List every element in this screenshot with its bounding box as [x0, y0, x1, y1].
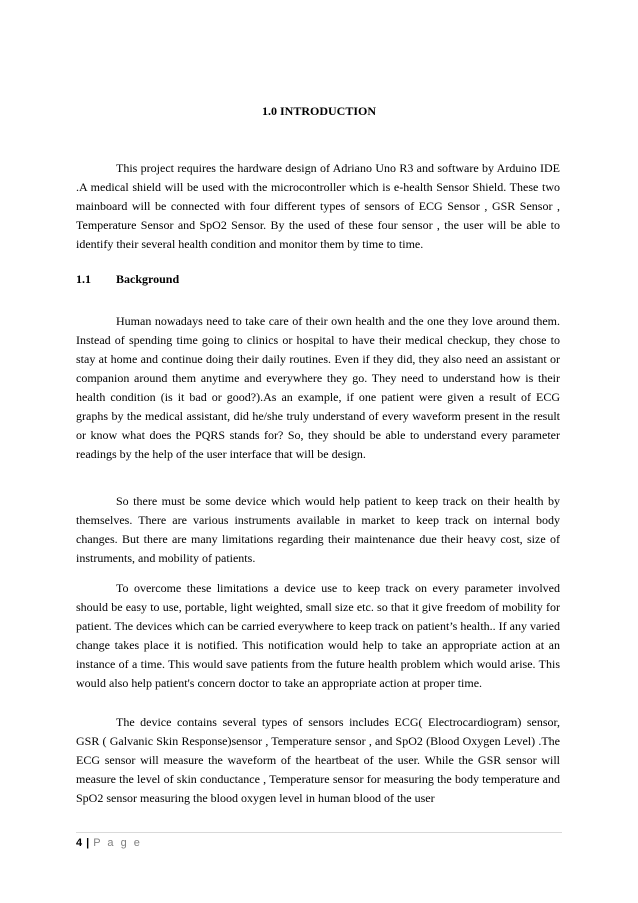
page-label: P a g e: [93, 837, 142, 849]
background-paragraph-2: So there must be some device which would help patient to keep track on their health by themselves. There are various instruments available in market to keep track on internal body changes. But there are many limitations regarding their maintenance due their heavy cost, size of instruments, and mobility of patients.: [76, 494, 560, 565]
footer-divider: [76, 832, 562, 833]
page-footer: [76, 837, 142, 849]
background-paragraph-3-block: [76, 579, 560, 693]
footer-separator: |: [86, 837, 90, 849]
background-paragraph-3: To overcome these limitations a device use to keep track on every parameter involved should be easy to use, portable, light weighted, small size etc. so that it give freedom of mobility for patient. The devices which can be carried everywhere to keep track on patient’s health.. If any varied change takes place it is notified. This notification would help to take an appropriate action at an instance of a time. This would save patients from the future health problem which would arise. This would also help patient's concern doctor to take an appropriate action at proper time.: [76, 581, 560, 690]
section-heading: [76, 272, 179, 287]
page-number: 4: [76, 837, 83, 849]
background-paragraph-1: Human nowadays need to take care of their own health and the one they love around them. Instead of spending time going to clinics or hospital to have their medical checkup, they chose to stay at home and continue doing their daily routines. Even if they did, they also need an assistant or companion around them anytime and everywhere they go. They need to understand how is their health condition (is it bad or good?).As an example, if one patient were given a result of ECG graphs by the medical assistant, did he/she truly understand of every waveform present in the result or know what does the PQRS stands for? So, they should be able to understand every parameter readings by the help of the user interface that will be design.: [76, 314, 560, 461]
page-title: 1.0 INTRODUCTION: [261, 104, 376, 118]
background-paragraph-4: The device contains several types of sensors includes ECG( Electrocardiogram) sensor, GSR ( Galvanic Skin Response)sensor , Temperature sensor , and SpO2 (Blood Oxygen Level) .The ECG sensor will measure the waveform of the heartbeat of the user. While the GSR sensor will measure the level of skin conductance , Temperature sensor for measuring the body temperature and SpO2 sensor measuring the blood oxygen level in human blood of the user: [76, 715, 560, 805]
background-paragraph-1-block: [76, 312, 560, 464]
intro-paragraph: This project requires the hardware design of Adriano Uno R3 and software by Arduino IDE .A medical shield will be used with the microcontroller which is e-health Sensor Shield. These two mainboard will be connected with four different types of sensors of ECG Sensor , GSR Sensor , Temperature Sensor and SpO2 Sensor. By the used of these four sensor , the user will be able to identify their several health condition and monitor them by time to time.: [76, 161, 560, 251]
background-paragraph-2-block: [76, 492, 560, 568]
section-number: 1.1: [76, 272, 91, 286]
intro-section: [76, 159, 560, 254]
section-title: Background: [116, 272, 180, 286]
background-paragraph-4-block: [76, 713, 560, 808]
